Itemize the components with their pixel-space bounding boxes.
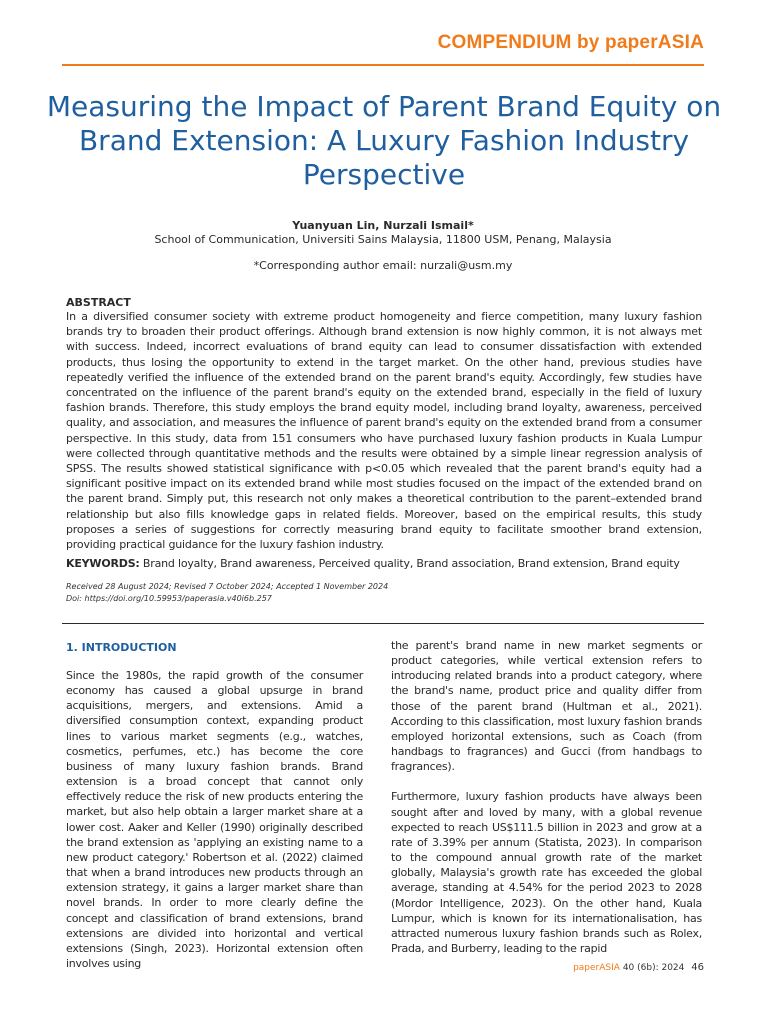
corresponding-author-email: *Corresponding author email: nurzali@usm.my: [253, 259, 513, 272]
page-footer: [573, 962, 704, 974]
intro-paragraph-1: Since the 1980s, the rapid growth of the consumer economy has caused a global upsurge in brand acquisitions, mergers, and extensions. Amid a diversified consumption context, expanding product lines to various market segments (e.g., watches, cosmetics, perfumes, etc.) has become the core business of many luxury fashion brands. Brand extension is a broad concept that cannot only effectively reduce the risk of new products entering the market, but also help obtain a larger market share at a lower cost. Aaker and Keller (1990) originally described the brand extension as 'applying an existing name to a new product category.' Robertson et al. (2022) claimed that when a brand introduces new products through an extension strategy, it gains a larger market share than novel brands. In order to more clearly define the concept and classification of brand extensions, brand extensions are divided into horizontal and vertical extensions (Singh, 2023). Horizontal extension often involves using: [66, 669, 363, 970]
author-affiliation: School of Communication, Universiti Sains Malaysia, 11800 USM, Penang, Malaysia: [154, 233, 612, 246]
left-column: [66, 668, 363, 971]
abstract-text: In a diversified consumer society with extreme product homogeneity and fierce competition, many luxury fashion brands try to broaden their product offerings. Although brand extension is now highly common, it is not always met with success. Indeed, incorrect evaluations of brand equity can lead to consumer dissatisfaction with extended products, thus losing the opportunity to extend in the target market. On the other hand, previous studies have repeatedly verified the influence of the extended brand on the parent brand's equity. Accordingly, few studies have concentrated on the influence of the parent brand's equity on the extended brand, especially in the field of luxury fashion brands. Therefore, this study employs the brand equity model, including brand loyalty, awareness, perceived quality, and association, and measures the influence of parent brand's equity on the extended brand from a consumer perspective. In this study, data from 151 consumers who have purchased luxury fashion products in Kuala Lumpur were collected through quantitative methods and the results were obtained by a simple linear regression analysis of SPSS. The results showed statistical significance with p<0.05 which revealed that the parent brand's equity had a significant positive impact on its extended brand while most studies focused on the impact of the extended brand on the parent brand. Simply put, this research not only makes a theoretical contribution to the parent–extended brand relationship but also fills knowledge gaps in related fields. Moreover, based on the empirical results, this study proposes a series of suggestions for correctly measuring brand equity to facilitate smoother brand extension, providing practical guidance for the luxury fashion industry.: [66, 310, 702, 552]
footer-brand: paperASIA: [573, 963, 620, 973]
abstract-heading: ABSTRACT: [66, 296, 131, 309]
keywords-line: [66, 557, 706, 571]
body-divider: [62, 623, 704, 624]
footer-issue: 40 (6b): 2024: [622, 963, 685, 973]
compendium-header: COMPENDIUM by paperASIA: [437, 32, 704, 53]
received-dates: Received 28 August 2024; Revised 7 October 2024; Accepted 1 November 2024: [66, 582, 389, 591]
page-number: 46: [691, 962, 704, 973]
doi-link[interactable]: Doi: https://doi.org/10.59953/paperasia.v40i6b.257: [66, 594, 272, 603]
author-names: Yuanyuan Lin, Nurzali Ismail*: [292, 219, 474, 232]
keywords-list: Brand loyalty, Brand awareness, Perceived quality, Brand association, Brand extension, Brand equity: [142, 557, 680, 570]
section-heading-introduction: 1. INTRODUCTION: [66, 641, 177, 654]
intro-paragraph-3: Furthermore, luxury fashion products have always been sought after and loved by many, with a global revenue expected to reach US$111.5 billion in 2023 and grow at a rate of 3.39% per annum (Statista, 2023). In comparison to the compound annual growth rate of the market globally, Malaysia's growth rate has exceeded the global average, standing at 4.54% for the period 2023 to 2028 (Mordor Intelligence, 2023). On the other hand, Kuala Lumpur, which is known for its internationalisation, has attracted numerous luxury fashion brands such as Rolex, Prada, and Burberry, leading to the rapid: [391, 790, 702, 955]
header-divider: [62, 64, 704, 66]
keywords-label: KEYWORDS:: [66, 557, 140, 570]
article-title: Measuring the Impact of Parent Brand Equity on Brand Extension: A Luxury Fashion Industry Perspective: [46, 90, 722, 191]
right-column: [391, 638, 702, 956]
intro-paragraph-2: the parent's brand name in new market segments or product categories, while vertical extension refers to introducing related brands into a product category, where the brand's name, product price and quality differ from those of the parent brand (Hultman et al., 2021). According to this classification, most luxury fashion brands employed horizontal extensions, such as Coach (from handbags to fragrances) and Gucci (from handbags to fragrances).: [391, 639, 702, 774]
